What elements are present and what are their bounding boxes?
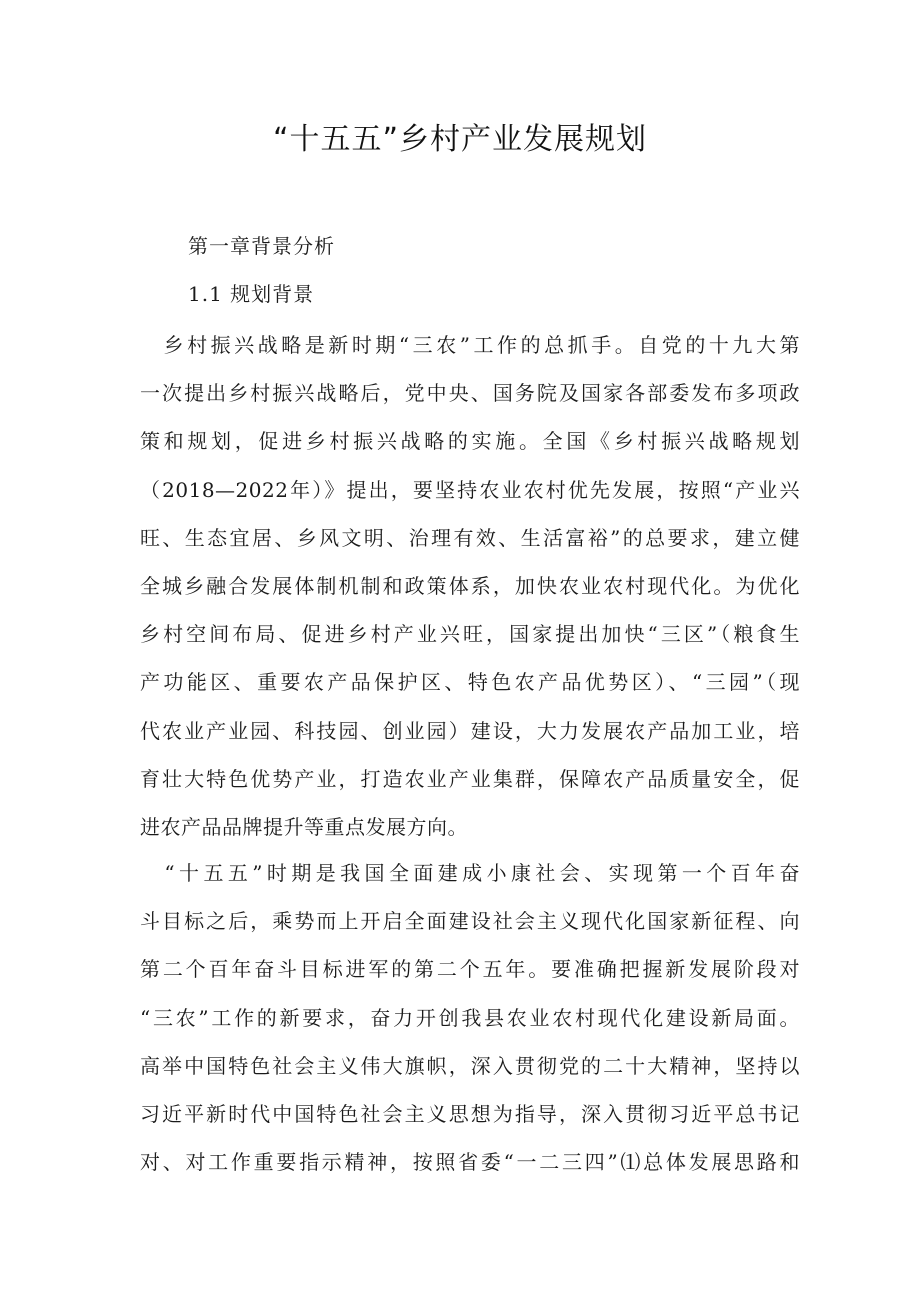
- chapter-heading: 第一章背景分析: [188, 234, 335, 258]
- text-line: 一次提出乡村振兴战略后，党中央、国务院及国家各部委发布多项政: [140, 381, 800, 406]
- text-line: “三农”工作的新要求，奋力开创我县农业农村现代化建设新局面。: [140, 1005, 800, 1030]
- text-line: 代农业产业园、科技园、创业园）建设，大力发展农产品加工业，培: [140, 718, 800, 743]
- section-heading: 1.1 规划背景: [188, 282, 315, 306]
- text-line: 斗目标之后，乘势而上开启全面建设社会主义现代化国家新征程、向: [140, 909, 800, 934]
- text-line: 育壮大特色优势产业，打造农业产业集群，保障农产品质量安全，促: [140, 766, 800, 791]
- text-line: 乡村空间布局、促进乡村产业兴旺，国家提出加快“三区”（粮食生: [140, 622, 800, 647]
- text-line: 旺、生态宜居、乡风文明、治理有效、生活富裕”的总要求，建立健: [140, 525, 800, 550]
- paragraph-fifteenth-plan: [140, 849, 800, 1186]
- text-line: 产功能区、重要农产品保护区、特色农产品优势区）、“三园”（现: [140, 670, 800, 695]
- document-title: “十五五”乡村产业发展规划: [272, 122, 648, 157]
- text-line: 第二个百年奋斗目标进军的第二个五年。要准确把握新发展阶段对: [140, 957, 800, 982]
- text-line: 乡村振兴战略是新时期“三农”工作的总抓手。自党的十九大第: [140, 333, 800, 357]
- text-line: 习近平新时代中国特色社会主义思想为指导，深入贯彻习近平总书记: [140, 1101, 800, 1126]
- text-line: 策和规划，促进乡村振兴战略的实施。全国《乡村振兴战略规划: [140, 429, 800, 454]
- text-line: 全城乡融合发展体制机制和政策体系，加快农业农村现代化。为优化: [140, 573, 800, 598]
- text-line: （2018—2022年）》提出，要坚持农业农村优先发展，按照“产业兴: [140, 477, 800, 502]
- text-line: “十五五”时期是我国全面建成小康社会、实现第一个百年奋: [140, 861, 800, 885]
- text-line: 对、对工作重要指示精神，按照省委“一二三四”⑴总体发展思路和: [140, 1150, 800, 1175]
- text-line: 高举中国特色社会主义伟大旗帜，深入贯彻党的二十大精神，坚持以: [140, 1053, 800, 1078]
- text-line: 进农产品品牌提升等重点发展方向。: [140, 814, 468, 839]
- paragraph-background: [140, 321, 800, 851]
